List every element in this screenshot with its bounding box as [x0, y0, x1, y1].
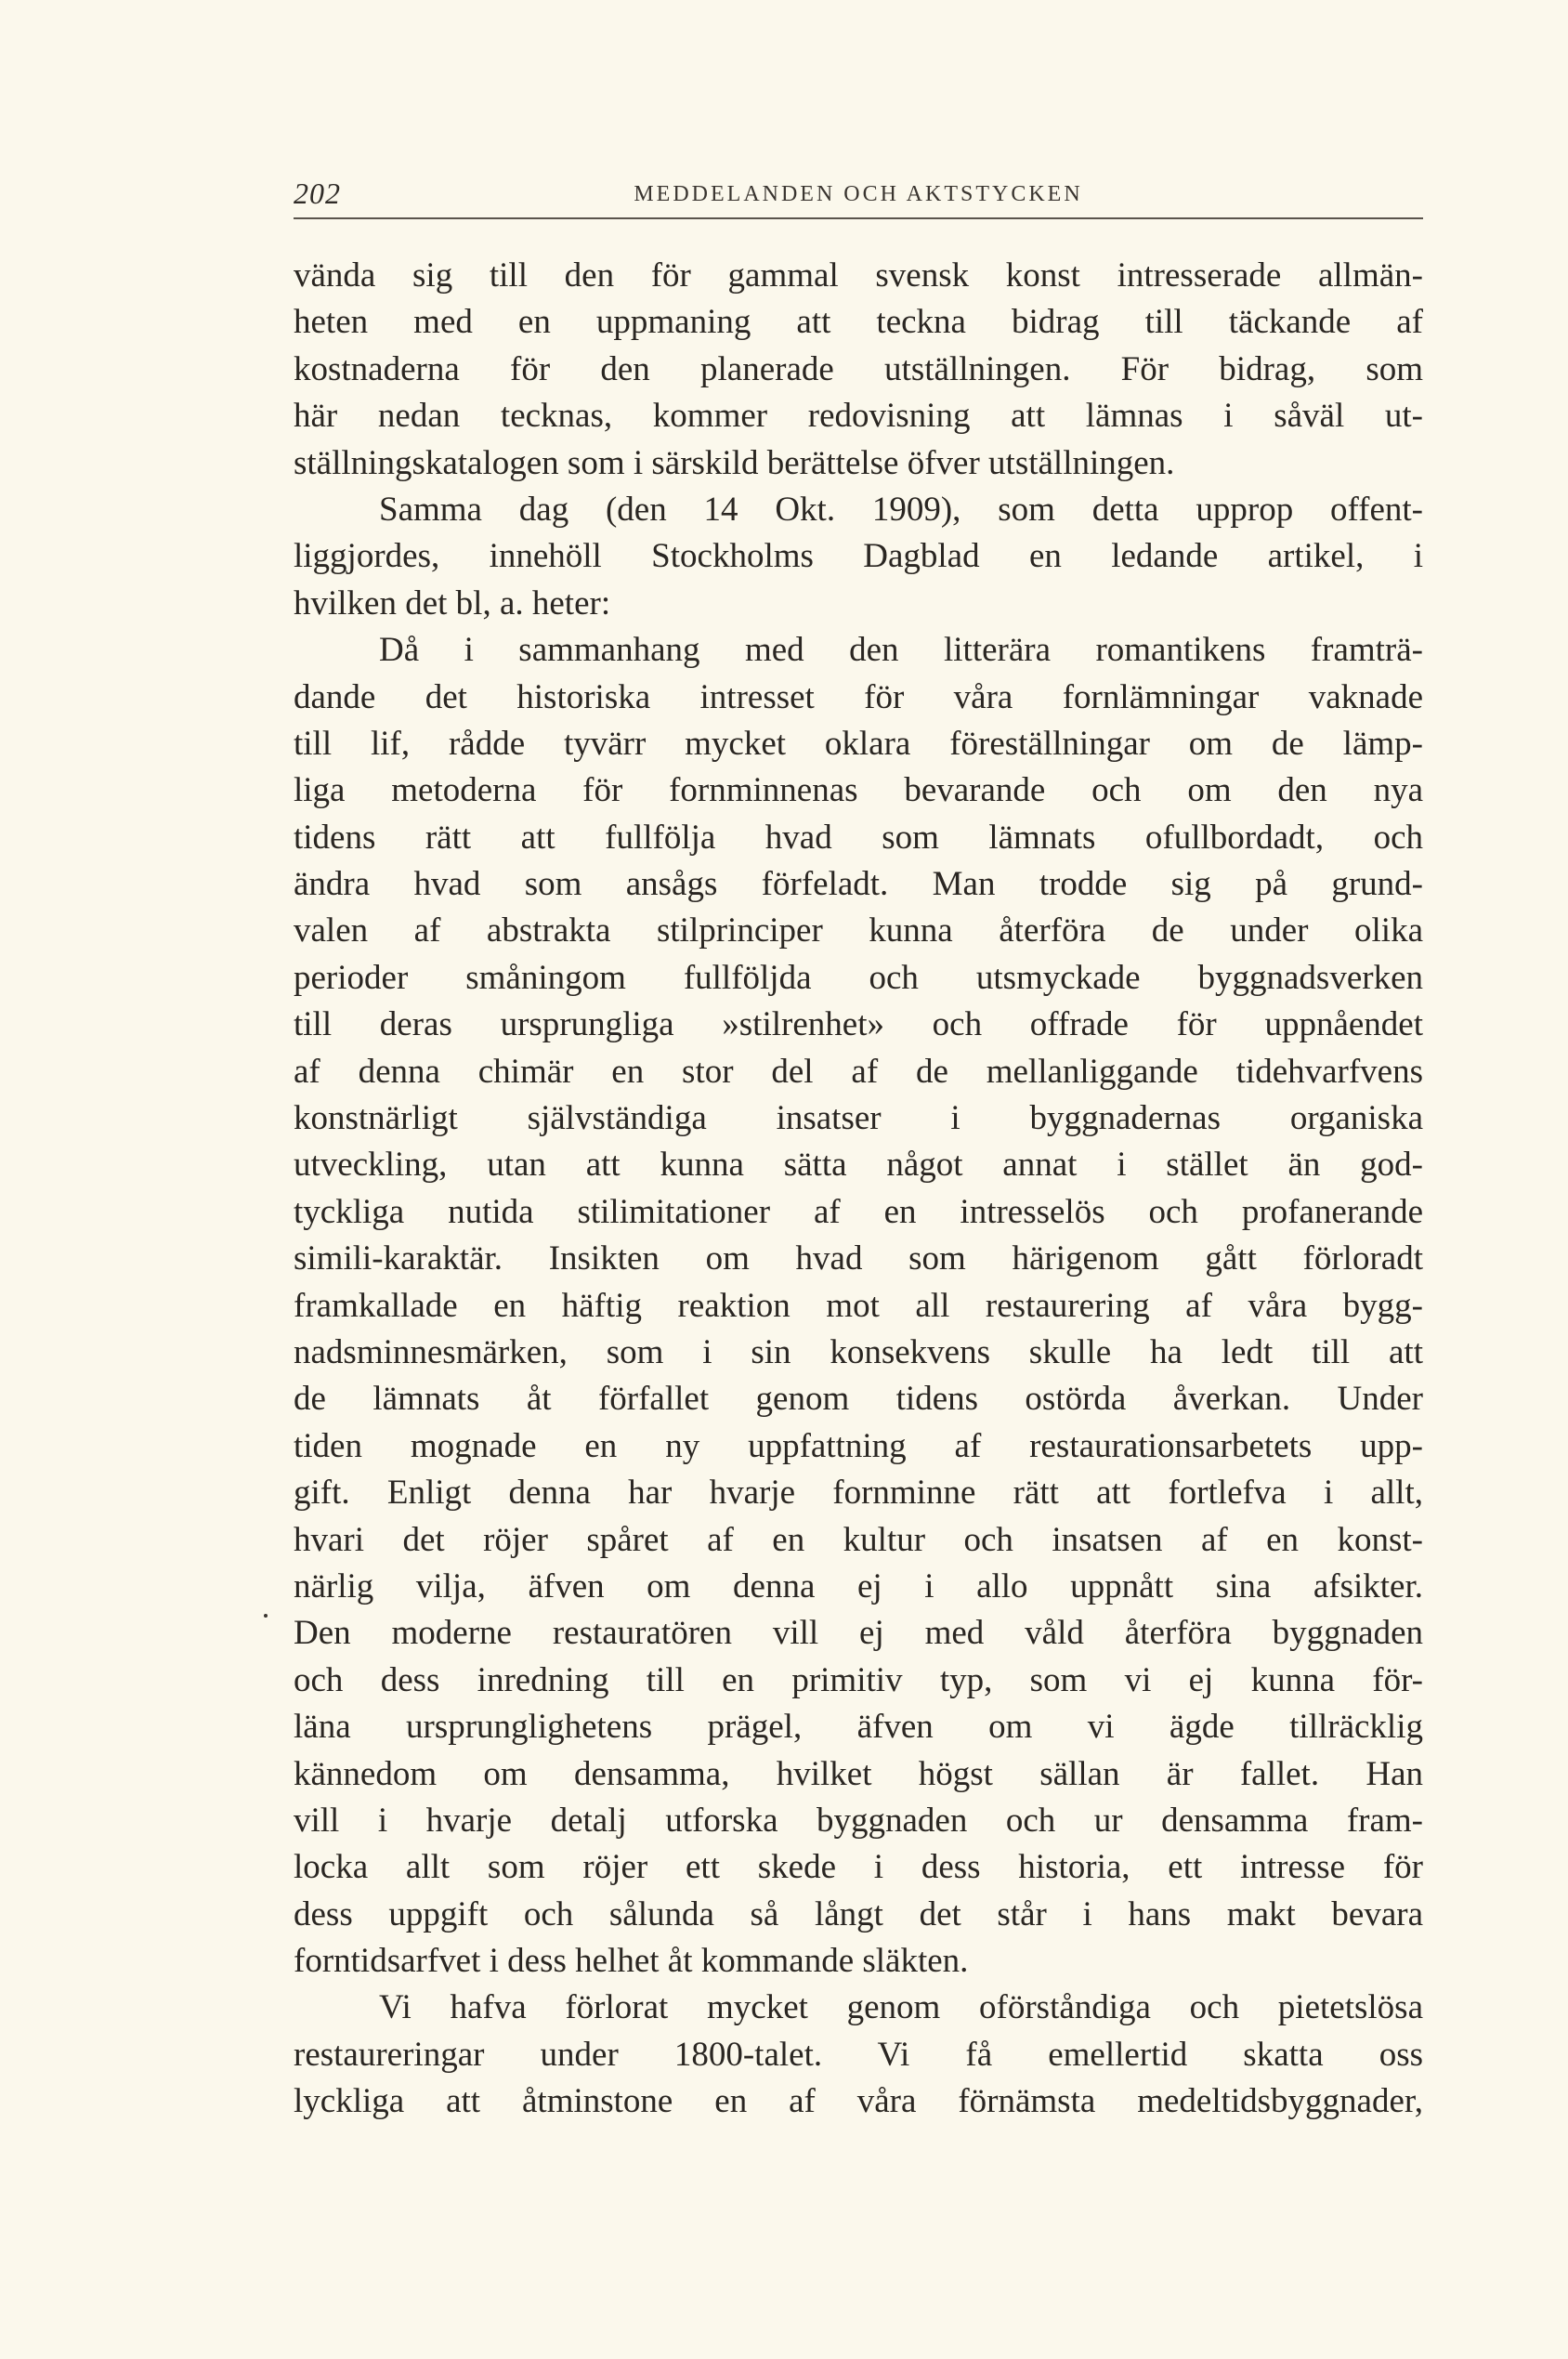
- text-line: framkallade en häftig reaktion mot all restaurering af våra bygg-: [294, 1286, 1423, 1325]
- text-line: kännedom om densamma, hvilket högst sällan är fallet. Han: [294, 1754, 1423, 1793]
- text-line: tiden mognade en ny uppfattning af restaurationsarbetets upp-: [294, 1426, 1423, 1465]
- text-line: här nedan tecknas, kommer redovisning att lämnas i såväl ut-: [294, 397, 1423, 436]
- text-line: Samma dag (den 14 Okt. 1909), som detta upprop offent-: [379, 490, 1423, 529]
- text-line: dess uppgift och sålunda så långt det står i hans makt bevara: [294, 1894, 1423, 1933]
- text-line: liga metoderna för fornminnenas bevarande och om den nya: [294, 771, 1423, 810]
- text-line: lyckliga att åtminstone en af våra förnämsta medeltidsbyggnader,: [294, 2082, 1423, 2121]
- text-line: vill i hvarje detalj utforska byggnaden och ur densamma fram-: [294, 1801, 1423, 1840]
- text-line: till lif, rådde tyvärr mycket oklara föreställningar om de lämp-: [294, 724, 1423, 763]
- text-line: gift. Enligt denna har hvarje fornminne rätt att fortlefva i allt,: [294, 1474, 1423, 1513]
- text-line: liggjordes, innehöll Stockholms Dagblad en ledande artikel, i: [294, 537, 1423, 576]
- text-line: heten med en uppmaning att teckna bidrag till täckande af: [294, 303, 1423, 342]
- text-line: tyckliga nutida stilimitationer af en intresselös och profanerande: [294, 1192, 1423, 1231]
- text-line: närlig vilja, äfven om denna ej i allo uppnått sina afsikter.: [294, 1566, 1423, 1605]
- text-line: till deras ursprungliga »stilrenhet» och offrade för uppnåendet: [294, 1005, 1423, 1044]
- body-text: [294, 253, 1423, 2126]
- text-line: Den moderne restauratören vill ej med våld återföra byggnaden: [294, 1614, 1423, 1653]
- text-line: dande det historiska intresset för våra fornlämningar vaknade: [294, 677, 1423, 716]
- text-line: hvari det röjer spåret af en kultur och insatsen af en konst-: [294, 1520, 1423, 1559]
- text-line: utveckling, utan att kunna sätta något annat i stället än god-: [294, 1146, 1423, 1185]
- text-line: forntidsarfvet i dess helhet åt kommande släkten.: [294, 1942, 969, 1981]
- text-line: tidens rätt att fullfölja hvad som lämnats ofullbordadt, och: [294, 818, 1423, 857]
- text-line: kostnaderna för den planerade utställningen. För bidrag, som: [294, 349, 1423, 388]
- text-line: läna ursprunglighetens prägel, äfven om vi ägde tillräcklig: [294, 1708, 1423, 1747]
- text-line: af denna chimär en stor del af de mellanliggande tidehvarfvens: [294, 1052, 1423, 1091]
- text-line: de lämnats åt förfallet genom tidens ostörda åverkan. Under: [294, 1380, 1423, 1419]
- text-line: vända sig till den för gammal svensk konst intresserade allmän-: [294, 256, 1423, 295]
- text-line: simili-karaktär. Insikten om hvad som härigenom gått förloradt: [294, 1239, 1423, 1278]
- text-line: konstnärligt självständiga insatser i byggnadernas organiska: [294, 1099, 1423, 1138]
- text-line: Då i sammanhang med den litterära romantikens framträ-: [379, 631, 1423, 670]
- journal-title: MEDDELANDEN OCH AKTSTYCKEN: [634, 182, 1083, 206]
- text-line: och dess inredning till en primitiv typ, som vi ej kunna för-: [294, 1660, 1423, 1699]
- margin-mark: [264, 1614, 268, 1618]
- text-line: hvilken det bl, a. heter:: [294, 583, 611, 623]
- page-number: 202: [294, 177, 341, 210]
- text-line: restaureringar under 1800-talet. Vi få emellertid skatta oss: [294, 2035, 1423, 2074]
- text-line: nadsminnesmärken, som i sin konsekvens skulle ha ledt till att: [294, 1332, 1423, 1371]
- text-line: locka allt som röjer ett skede i dess historia, ett intresse för: [294, 1848, 1423, 1887]
- text-line: ställningskatalogen som i särskild berättelse öfver utställningen.: [294, 443, 1175, 482]
- running-head: [294, 177, 1423, 219]
- text-line: Vi hafva förlorat mycket genom oförståndiga och pietetslösa: [379, 1988, 1423, 2027]
- text-line: valen af abstrakta stilprinciper kunna återföra de under olika: [294, 911, 1423, 950]
- text-line: perioder småningom fullföljda och utsmyckade byggnadsverken: [294, 958, 1423, 997]
- text-line: ändra hvad som ansågs förfeladt. Man trodde sig på grund-: [294, 865, 1423, 904]
